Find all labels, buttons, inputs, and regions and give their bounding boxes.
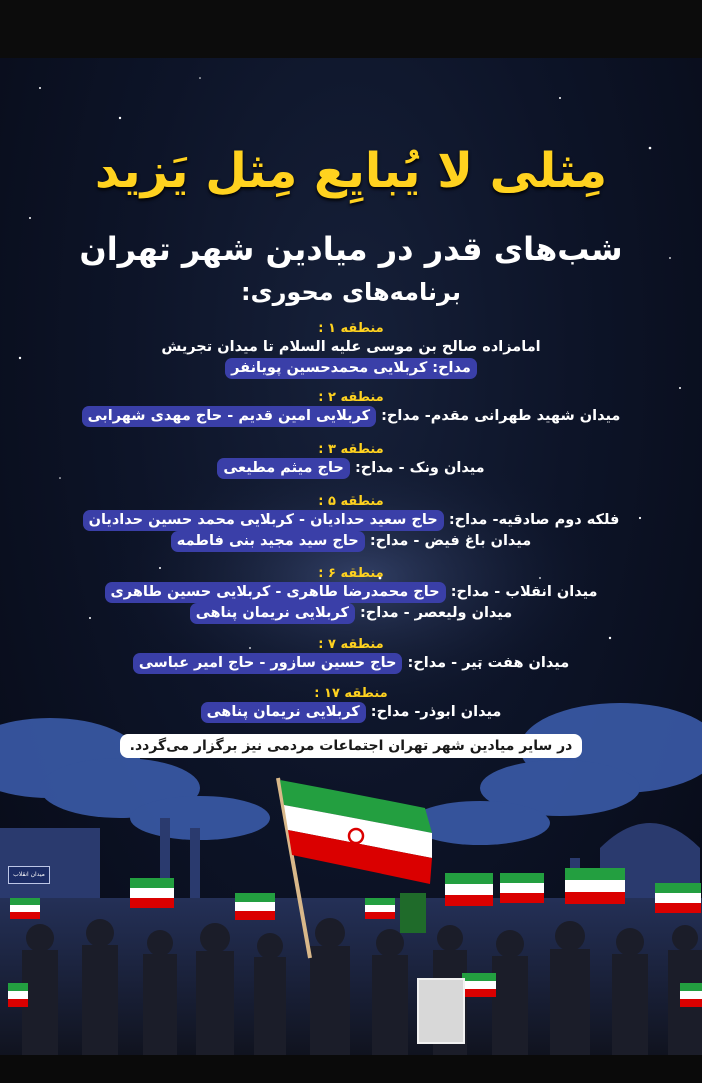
region-line <box>0 653 702 674</box>
region-line <box>0 458 702 479</box>
status-bar <box>0 0 702 58</box>
region-eulogist: حاج سید مجید بنی فاطمه <box>171 531 365 552</box>
region-eulogist: کربلایی امین قدیم - حاج مهدی شهرابی <box>82 406 376 427</box>
region-eulogist: حاج سعید حدادیان - کربلایی محمد حسین حدادیان <box>83 510 444 531</box>
region-title: منطقه ۵ : <box>318 494 384 509</box>
region-line <box>0 510 702 531</box>
region-location: میدان ابوذر- مداح: <box>370 704 502 720</box>
subtitle: شب‌های قدر در میادین شهر تهران <box>79 230 623 268</box>
region-location: میدان باغ فیض - مداح: <box>369 533 532 549</box>
region-eulogist: حاج حسین سازور - حاج امیر عباسی <box>133 653 403 674</box>
region-line <box>0 531 702 552</box>
footer-note-text: در سایر میادین شهر تهران اجتماعات مردمی نیز برگزار می‌گردد. <box>120 734 583 758</box>
bottom-bar <box>0 1055 702 1083</box>
program-heading: برنامه‌های محوری: <box>241 278 461 306</box>
region-title: منطقه ۱۷ : <box>314 686 388 701</box>
portrait-image <box>417 978 465 1044</box>
region-line <box>0 337 702 358</box>
crowd-scene <box>0 58 702 1055</box>
region-title: منطقه ۲ : <box>318 390 384 405</box>
region-title: منطقه ۷ : <box>318 637 384 652</box>
region-location: میدان هفت تیر - مداح: <box>407 655 570 671</box>
region-5 <box>0 493 702 552</box>
region-line <box>0 702 702 723</box>
region-location: میدان شهید طهرانی مقدم- مداح: <box>381 408 621 424</box>
region-line <box>0 406 702 427</box>
region-line <box>0 358 702 379</box>
region-17 <box>0 685 702 723</box>
region-eulogist: کربلایی نریمان پناهی <box>201 702 366 723</box>
region-eulogist: کربلایی نریمان پناهی <box>190 603 355 624</box>
region-eulogist: حاج میثم مطیعی <box>217 458 350 479</box>
region-line <box>0 603 702 624</box>
footer-note <box>0 734 702 758</box>
region-3 <box>0 441 702 479</box>
region-location: میدان ونک - مداح: <box>354 460 485 476</box>
region-title: منطقه ۳ : <box>318 442 384 457</box>
region-title: منطقه ۱ : <box>318 321 384 336</box>
region-eulogist: مداح: کربلایی محمدحسین پویانفر <box>225 358 477 379</box>
region-6 <box>0 565 702 624</box>
poster <box>0 58 702 1055</box>
region-eulogist: حاج محمدرضا طاهری - کربلایی حسین طاهری <box>105 582 446 603</box>
region-1 <box>0 320 702 379</box>
region-location: میدان ولیعصر - مداح: <box>359 605 513 621</box>
region-line <box>0 582 702 603</box>
region-2 <box>0 389 702 427</box>
headline: مِثلی لا یُبایِع مِثل یَزید <box>94 143 608 199</box>
region-location: امامزاده صالح بن موسی علیه السلام تا میدان تجریش <box>161 339 541 355</box>
region-title: منطقه ۶ : <box>318 566 384 581</box>
region-location: میدان انقلاب - مداح: <box>450 584 598 600</box>
square-sign: میدان انقلاب <box>8 866 50 884</box>
region-location: فلکه دوم صادقیه- مداح: <box>448 512 620 528</box>
region-7 <box>0 636 702 674</box>
